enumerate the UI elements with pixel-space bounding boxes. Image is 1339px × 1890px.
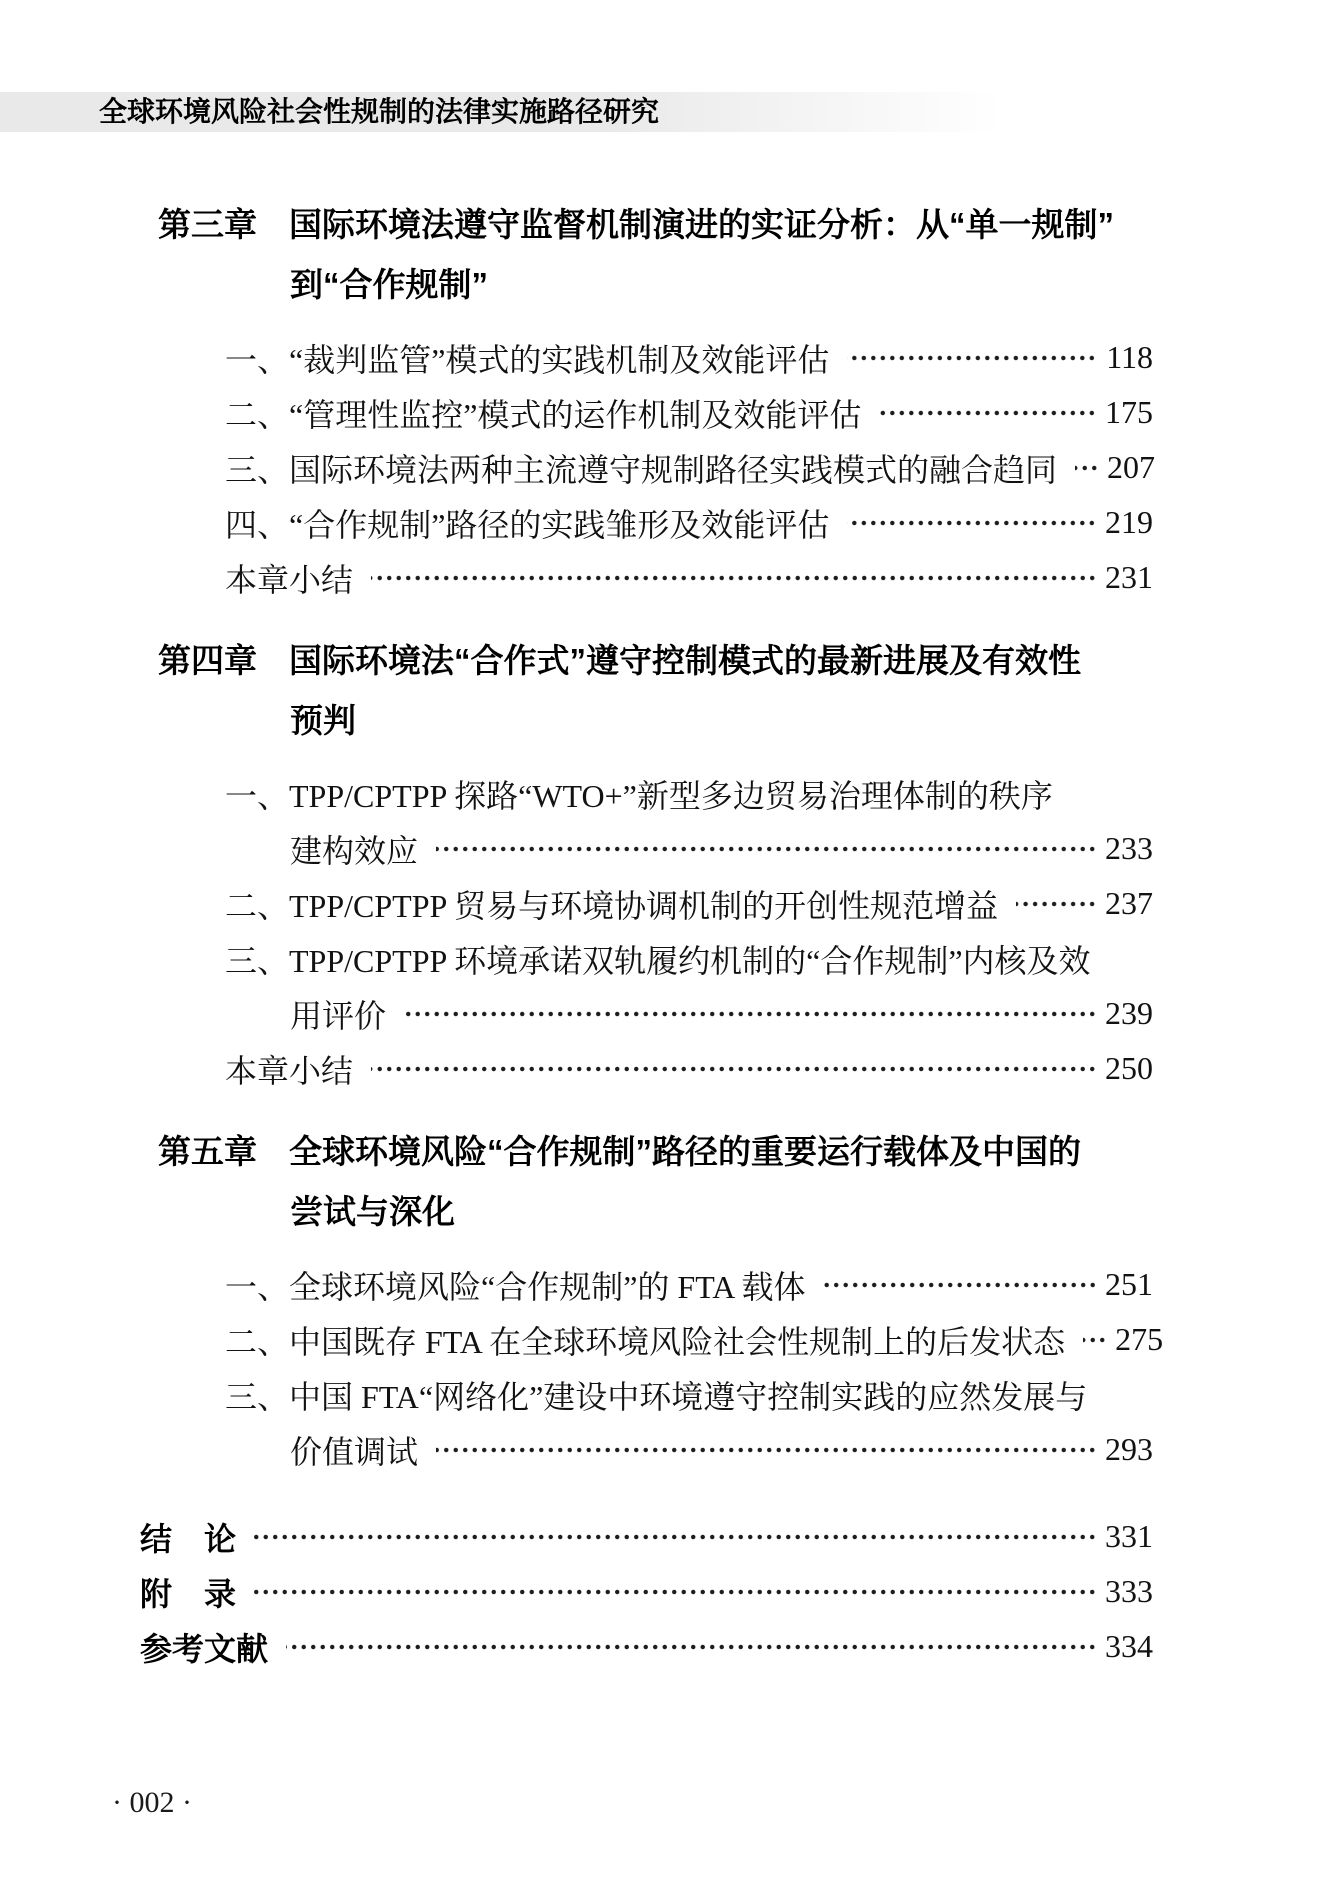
toc-entry (0, 1367, 1339, 1477)
chapter-number: 第四章 (158, 642, 257, 679)
toc-page-number: 239 (1105, 995, 1153, 1031)
toc-entry-line (0, 1041, 1339, 1096)
toc-page-number: 237 (1105, 885, 1153, 921)
toc-entry-text: 建构效应 (290, 832, 419, 869)
dotted-leader (1016, 876, 1097, 931)
back-matter-entry (0, 1564, 1339, 1619)
chapter-heading-line (0, 631, 1339, 691)
toc-entry-line (0, 766, 1339, 821)
toc-entry-text: 三、中国 FTA“网络化”建设中环境遵守控制实践的应然发展与 (225, 1378, 1088, 1415)
toc-entry-text: 用评价 (290, 997, 387, 1034)
toc-entry-line (0, 1312, 1339, 1367)
chapter-title-line: 全球环境风险“合作规制”路径的重要运行载体及中国的 (289, 1133, 1081, 1170)
dotted-leader (879, 385, 1097, 440)
toc-page-number: 231 (1105, 559, 1153, 595)
toc-entry-text: 四、“合作规制”路径的实践雏形及效能评估 (225, 506, 830, 543)
dotted-leader (371, 550, 1097, 605)
back-matter-entry (0, 1509, 1339, 1564)
toc-page-number: 233 (1105, 830, 1153, 866)
dotted-leader (847, 330, 1097, 385)
toc-entry-line (0, 330, 1339, 385)
toc-entry-text: 三、TPP/CPTPP 环境承诺双轨履约机制的“合作规制”内核及效 (225, 942, 1091, 979)
chapter-title-line: 国际环境法遵守监督机制演进的实证分析：从“单一规制” (289, 206, 1114, 243)
back-matter-label: 结 论 (140, 1520, 237, 1557)
toc-entry-line (0, 931, 1339, 986)
chapter-entries (0, 1257, 1339, 1477)
toc-entry (0, 876, 1339, 931)
back-matter-label: 附 录 (140, 1575, 237, 1612)
dotted-leader (1083, 1312, 1107, 1367)
toc-entry (0, 1312, 1339, 1367)
toc-page-number: 334 (1105, 1628, 1153, 1664)
dotted-leader (254, 1564, 1097, 1619)
toc-entry-line (0, 1367, 1339, 1422)
toc-entry-text: 一、全球环境风险“合作规制”的 FTA 载体 (225, 1268, 806, 1305)
toc-entry-text: 二、TPP/CPTPP 贸易与环境协调机制的开创性规范增益 (225, 887, 999, 924)
toc-entry-line (0, 876, 1339, 931)
toc-entry-line (0, 986, 1339, 1041)
chapter-number: 第五章 (158, 1133, 257, 1170)
toc (0, 195, 1339, 1674)
toc-page-number: 251 (1105, 1266, 1153, 1302)
back-matter (0, 1509, 1339, 1674)
toc-entry-text: 本章小结 (225, 561, 354, 598)
toc-entry (0, 1257, 1339, 1312)
toc-page-number: 175 (1105, 394, 1153, 430)
chapter-heading-line (0, 1122, 1339, 1182)
chapter-entries (0, 766, 1339, 1096)
dotted-leader (436, 821, 1097, 876)
toc-page-number: 275 (1115, 1321, 1164, 1357)
toc-page-number: 333 (1105, 1573, 1153, 1609)
dotted-leader (286, 1619, 1097, 1674)
toc-entry (0, 550, 1339, 605)
toc-entry (0, 330, 1339, 385)
toc-entry (0, 495, 1339, 550)
chapter-title-line: 到“合作规制” (290, 266, 488, 303)
running-header-band (0, 92, 1339, 132)
toc-entry (0, 1041, 1339, 1096)
toc-page-number: 331 (1105, 1518, 1153, 1554)
back-matter-entry (0, 1619, 1339, 1674)
toc-entry-line (0, 1257, 1339, 1312)
toc-entry-text: 价值调试 (290, 1433, 419, 1470)
chapter-title-line: 国际环境法“合作式”遵守控制模式的最新进展及有效性 (289, 642, 1081, 679)
toc-page-number: 118 (1106, 339, 1153, 375)
toc-page-number: 250 (1105, 1050, 1153, 1086)
toc-entry-text: 本章小结 (225, 1052, 354, 1089)
toc-entry (0, 440, 1339, 495)
dotted-leader (436, 1422, 1097, 1477)
toc-entry-line (0, 550, 1339, 605)
dotted-leader (1075, 440, 1099, 495)
toc-page-number: 219 (1105, 504, 1153, 540)
page-number-footer: · 002 · (112, 1786, 192, 1819)
toc-page-number: 207 (1107, 449, 1156, 485)
toc-entry-text: 二、“管理性监控”模式的运作机制及效能评估 (225, 396, 862, 433)
toc-entry (0, 385, 1339, 440)
dotted-leader (371, 1041, 1097, 1096)
toc-entry-line (0, 495, 1339, 550)
chapter-heading (0, 195, 1339, 315)
toc-entry (0, 766, 1339, 876)
toc-entry-line (0, 1422, 1339, 1477)
chapter-title-line: 预判 (290, 702, 356, 739)
dotted-leader (404, 986, 1097, 1041)
toc-page-number: 293 (1105, 1431, 1153, 1467)
dotted-leader (847, 495, 1097, 550)
toc-entry-line (0, 821, 1339, 876)
chapter-entries (0, 330, 1339, 605)
chapter-title-line: 尝试与深化 (290, 1193, 455, 1230)
toc-entry-text: 二、中国既存 FTA 在全球环境风险社会性规制上的后发状态 (225, 1323, 1066, 1360)
toc-entry-line (0, 385, 1339, 440)
dotted-leader (254, 1509, 1097, 1564)
dotted-leader (824, 1257, 1097, 1312)
chapter-number: 第三章 (158, 206, 257, 243)
chapter-heading-line (0, 195, 1339, 255)
toc-entry-text: 三、国际环境法两种主流遵守规制路径实践模式的融合趋同 (225, 451, 1058, 488)
chapter-heading (0, 631, 1339, 751)
running-header-title: 全球环境风险社会性规制的法律实施路径研究 (99, 96, 660, 127)
back-matter-label: 参考文献 (140, 1630, 269, 1667)
toc-entry-text: 一、TPP/CPTPP 探路“WTO+”新型多边贸易治理体制的秩序 (225, 777, 1053, 814)
toc-entry (0, 931, 1339, 1041)
toc-entry-line (0, 440, 1339, 495)
toc-entry-text: 一、“裁判监管”模式的实践机制及效能评估 (225, 341, 830, 378)
chapter-heading (0, 1122, 1339, 1242)
